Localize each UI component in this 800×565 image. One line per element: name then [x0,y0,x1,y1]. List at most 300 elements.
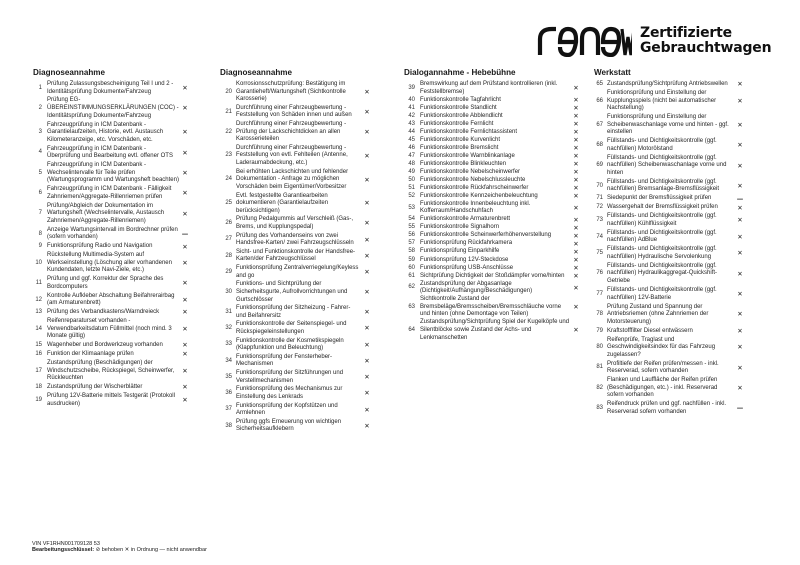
checklist-item [404,153,583,161]
ok-mark: ✕ [364,356,370,365]
item-text: Prüfung EG-ÜBEREINSTIMMUNGSERKLÄRUNGEN (COC) - Identitätsprüfung Dokumente/Fahrzeug [47,97,179,119]
item-number: 35 [225,373,232,380]
ok-mark: ✕ [182,279,188,288]
ok-mark: ✕ [573,263,579,272]
ok-mark: ✕ [182,148,188,157]
ok-mark: ✕ [364,308,370,317]
item-number: 61 [408,272,415,279]
ok-mark: ✕ [364,421,370,430]
checklist-item [404,216,583,224]
checklist-item [404,113,583,121]
ok-mark: ✕ [573,303,579,312]
checklist-item [404,232,583,240]
ok-mark: ✕ [182,259,188,268]
item-number: 60 [408,264,415,271]
ok-mark: ✕ [573,247,579,256]
checklist-item [591,213,749,228]
item-text: Durchführung einer Fahrzeugbewertung - Feststellung von Schäden innen und außen [236,104,352,119]
item-text: Reifenreparaturset vorhanden - Verwendbarkeitsdatum Füllmittel (noch mind. 3 Monate gültig) [47,318,172,340]
item-text: Profiltiefe der Reifen prüfen/messen - inkl. Reserverad, sofern vorhanden [607,360,719,375]
ok-mark: ✕ [364,389,370,398]
checklist-item [219,81,377,104]
item-number: 55 [408,224,415,231]
checklist-item [30,122,193,145]
ok-mark: ✕ [182,308,188,317]
checklist-item [219,321,377,336]
checklist-item [30,351,193,359]
item-number: 50 [408,176,415,183]
checklist-item [219,338,377,353]
checklist-item [591,304,749,327]
checklist [219,81,377,434]
item-number: 64 [408,326,415,333]
item-text: Funktionsprüfung und Einstellung der Scheibenwaschanlage vorne und hinten - ggf. einstellen [607,114,729,136]
item-text: Funktionsprüfung und Einstellung der Kupplungsspiels (nicht bei automatischer Nachstellung) [607,89,717,112]
ok-mark: ✕ [364,268,370,277]
ok-mark: ✕ [737,310,743,319]
brand-header [536,24,771,58]
checklist-item [219,105,377,120]
checklist-item [591,246,749,261]
item-text: Funktionsprüfung Rückfahrkamera [420,240,513,247]
item-text: Prüfung des Vorhandenseins von zwei Handsfree-Karten/ zwei Fahrzeugschlüsseln [236,232,354,247]
checklist-item [591,328,749,336]
item-number: 59 [408,256,415,263]
checklist-item [404,240,583,248]
item-number: 62 [408,284,415,291]
checklist-item [404,81,583,96]
ok-mark: ✕ [573,192,579,201]
item-number: 21 [225,108,232,115]
ok-mark: ✕ [182,209,188,218]
item-number: 83 [596,405,603,412]
ok-mark: ✕ [182,350,188,359]
item-text: Zustandsprüfung (Beschädigungen) der Windschutzscheibe, Rückspiegel, Scheinwerfer, Rückleuchten [47,359,175,382]
item-text: Prüfung 12V-Batterie mittels Testgerät (Protokoll ausdrucken) [47,392,175,407]
ok-mark: ✕ [182,128,188,137]
checklist-item [404,193,583,201]
ok-mark: ✕ [573,168,579,177]
checklist-item [30,252,193,275]
checklist-item [30,293,193,308]
checklist-item [404,201,583,216]
item-text: Sicht- und Funktionskontrolle der Handsfree-Karten/der Fahrzeugschlüssel [236,248,356,263]
ok-mark: ✕ [182,324,188,333]
ok-mark: ✕ [573,271,579,280]
checklist-item [219,354,377,369]
item-text: Prüfung Zustand und Spannung der Antriebsriemen (ohne Zahnriemen der Motorsteuerung) [607,303,709,325]
item-number: 29 [225,268,232,275]
ok-mark: ✕ [573,223,579,232]
item-text: Funktionsprüfung Zentralverriegelung/Keyless and go [236,265,359,279]
item-number: 78 [596,311,603,318]
checklist-item [219,169,377,192]
item-text: Funktionskontrolle Armaturenbrett [420,216,511,223]
ok-mark: ✕ [737,249,743,258]
item-text: Anzeige Wartungsintervall im Bordrechner prüfen (sofern vorhanden) [47,226,178,241]
item-text: Durchführung einer Fahrzeugbewertung - Prüfung der Lackschichtdicken an allen Karosserieteilen [236,121,347,143]
item-number: 12 [35,296,42,303]
item-number: 48 [408,160,415,167]
ok-mark: ✕ [573,119,579,128]
ok-mark: ✕ [737,80,743,89]
item-text: Füllstands- und Dichtigkeitskontrolle (ggf. nachfüllen) Hydraulikaggregat-Quickshift-Getriebe [607,262,718,285]
item-number: 65 [596,81,603,87]
ok-mark: ✕ [182,242,188,251]
ok-mark: ✕ [737,269,743,278]
item-number: 5 [38,169,42,176]
ok-mark: ✕ [182,189,188,198]
checklist-item [30,360,193,383]
item-text: Füllstands- und Dichtigkeitskontrolle (ggf. nachfüllen) Bremsanlage-Bremsflüssigkeit [607,178,720,193]
item-number: 13 [35,309,42,316]
checklist-item [30,384,193,392]
not-applicable-mark: — [181,229,189,238]
ok-mark: ✕ [573,160,579,169]
item-number: 11 [35,280,42,287]
ok-mark: ✕ [573,103,579,112]
checklist-item [591,230,749,245]
checklist-item [591,114,749,137]
item-number: 3 [38,129,42,136]
item-number: 52 [408,192,415,199]
checklist-item [404,185,583,193]
item-text: Funktionskontrolle der Seitenspiegel- und Rückspiegeleinstellungen [236,321,347,335]
ok-mark: ✕ [364,87,370,96]
item-text: Funktionskontrolle Scheinwerferhöhenverstellung [420,232,552,239]
item-number: 4 [38,149,42,156]
item-number: 36 [225,390,232,397]
item-number: 79 [596,327,603,334]
ok-mark: ✕ [573,127,579,136]
ok-mark: ✕ [182,169,188,178]
item-number: 9 [38,243,42,250]
ok-mark: ✕ [364,219,370,228]
item-number: 20 [225,88,232,95]
ok-mark: ✕ [573,215,579,224]
item-text: Füllstands- und Dichtigkeitskontrolle (ggf. nachfüllen) Hydraulische Servolenkung [607,246,717,260]
checklist-item [30,276,193,291]
item-number: 69 [596,162,603,169]
ok-mark: ✕ [573,239,579,248]
item-number: 17 [35,367,42,374]
item-text: Füllstands- und Dichtigkeitskontrolle (ggf. nachfüllen) Motorölstand [607,138,717,152]
ok-mark: ✕ [737,96,743,105]
checklist-item [404,97,583,105]
item-text: Funktionsprüfung der Sitzheizung - Fahrer- und Beifahrersitz [236,305,351,319]
checklist-item [30,81,193,96]
checklist-item [404,257,583,265]
item-number: 63 [408,303,415,310]
item-number: 75 [596,250,603,257]
checklist-item [404,224,583,232]
item-text: Funktionskontrolle Fernlicht [420,120,494,127]
checklist-item [591,337,749,360]
item-number: 53 [408,204,415,211]
checklist-item [219,216,377,231]
brand-tagline [640,26,771,56]
checklist-item [30,227,193,242]
column-werkstatt [591,68,749,418]
item-text: Prüfung/Abgleich der Dokumentation im Wartungsheft (Wechselintervalle, Austausch Zahnriemen/Aggregate-Rillenriemen) [47,202,165,224]
item-text: Kraftstofffilter Diesel entwässern [607,327,693,334]
checklist-item [591,179,749,194]
ok-mark: ✕ [573,255,579,264]
item-number: 71 [596,195,603,202]
vin-line: VIN VF1RHN001709128 53 [32,541,100,547]
item-text: Reifenprüfe, Traglast und Geschwindigkeitsindex für das Fahrzeug zugelassen? [607,336,716,358]
ok-mark: ✕ [737,326,743,335]
brand-line-1: Zertifizierte [640,25,732,41]
checklist-item [30,243,193,251]
checklist-item [219,121,377,144]
ok-mark: ✕ [573,144,579,152]
item-text: Funktionskontrolle Bremslicht [420,144,499,151]
item-text: Korrosionsschutzprüfung: Bestätigung im Garantieheft/Wartungsheft (Sichtkontrolle Karosserie) [236,81,346,103]
ok-mark: ✕ [182,84,188,93]
item-number: 58 [408,248,415,255]
ok-mark: ✕ [573,283,579,292]
column-dialogannahme [404,68,583,343]
item-text: Wassergehalt der Bremsflüssigkeit prüfen [607,204,718,211]
ok-mark: ✕ [573,326,579,335]
footer [32,541,207,554]
checklist-item [30,203,193,226]
checklist-item [404,161,583,169]
item-text: Evtl. festgestellte Garantiearbeiten dokumentieren (Garantielaufzeiten berücksichtigen) [236,192,329,214]
item-number: 22 [225,128,232,135]
item-text: Funktionskontrolle Kurvenlicht [420,136,501,143]
item-text: Rückstellung Multimedia-System auf Werkseinstellung (Löschung aller vorhandenen Kundendaten, letzte Navi-Ziele, etc.) [47,252,172,274]
checklist-item [404,319,583,342]
ok-mark: ✕ [364,340,370,349]
checklist-item [219,386,377,401]
item-number: 16 [35,351,42,358]
item-text: Wagenheber und Bordwerkzeug vorhanden [47,342,163,349]
column-title: Diagnoseannahme [220,68,292,77]
column-title: Werkstatt [594,68,631,77]
item-text: Bremswirkung auf dem Prüfstand kontrollieren (inkl. Feststellbremse) [420,81,558,95]
item-text: Sichtkontrolle Zustand der Bremsbeläge/Bremsscheiben/Bremsschläuche vorne und hinten (ohne Demontage von Teilen) [420,296,562,318]
item-text: Füllstands- und Dichtigkeitskontrolle (ggf. nachfüllen) AdBlue [607,229,717,244]
legend-text: ⊘ behoben ✕ in Ordnung — nicht anwendbar [95,547,207,554]
item-number: 66 [596,97,603,104]
ok-mark: ✕ [573,111,579,120]
item-text: Funktionskontrolle Fernlichtassistent [420,128,518,135]
item-text: Sichtprüfung Dichtigkeit der Stoßdämpfer vorne/hinten [420,272,565,279]
checklist [404,81,583,342]
item-text: Füllstands- und Dichtigkeitskontrolle (ggf. nachfüllen) Kühlflüssigkeit [607,213,717,227]
column-title: Dialogannahme - Hebebühne [404,68,516,77]
checklist-item [219,370,377,385]
ok-mark: ✕ [737,384,743,393]
item-text: Zustandsprüfung der Wischerblätter [47,384,143,391]
checklist-item [591,138,749,153]
item-text: Funktionsprüfung des Mechanismus zur Einstellung des Lenkrads [236,386,343,400]
item-number: 45 [408,136,415,143]
checklist-item [404,248,583,256]
item-number: 76 [596,270,603,277]
item-number: 32 [225,325,232,332]
checklist-item [404,121,583,129]
column-diagnoseannahme-1 [30,68,193,409]
checklist [591,81,749,417]
item-text: Funktionskontrolle Tagfahrlicht [420,96,501,103]
checklist-item [219,145,377,168]
checklist-item [404,296,583,319]
item-number: 31 [225,308,232,315]
ok-mark: ✕ [364,175,370,184]
ok-mark: ✕ [364,405,370,414]
item-text: Füllstands- und Dichtigkeitskontrolle (ggf. nachfüllen) Scheibenwaschanlage vorne und hinten [607,154,727,176]
item-number: 82 [596,384,603,391]
ok-mark: ✕ [737,161,743,170]
item-text: Fahrzeugprüfung in ICM Datenbank - Fälligkeit Zahnriemen/Aggregate-Rillenriemen prüfen [47,186,172,200]
item-number: 34 [225,357,232,364]
item-number: 44 [408,128,415,135]
item-number: 49 [408,168,415,175]
checklist-item [404,169,583,177]
item-text: Siedepunkt der Bremsflüssigkeit prüfen [607,195,712,202]
column-title: Diagnoseannahme [33,68,105,77]
checklist-item [404,145,583,153]
item-number: 6 [38,190,42,196]
ok-mark: ✕ [737,216,743,225]
ok-mark: ✕ [737,141,743,150]
checklist-item [591,361,749,376]
item-number: 38 [225,422,232,429]
checklist [30,81,193,408]
ok-mark: ✕ [573,184,579,193]
item-text: Funktionsprüfung USB-Anschlüsse [420,264,514,271]
checklist-item [219,281,377,304]
item-text: Bei erhöhten Lackschichten und fehlender Dokumentation - Anfrage zu möglichen Vorschäden beim Eigentümer/Vorbesitzer [236,168,349,190]
checklist-item [404,265,583,273]
ok-mark: ✕ [182,383,188,392]
ok-mark: ✕ [737,203,743,212]
checklist-item [219,305,377,320]
checklist-item [591,263,749,286]
item-number: 68 [596,141,603,148]
item-text: Funktion der Klimaanlage prüfen [47,351,134,358]
ok-mark: ✕ [182,341,188,350]
item-text: Funktionskontrolle Signalhorn [420,224,500,231]
item-number: 54 [408,216,415,223]
item-number: 8 [38,230,42,237]
item-text: Zustandsprüfung der Abgasanlage (Dichtigkeit/Aufhängung/Beschädigungen) [420,280,533,295]
checklist-item [30,393,193,408]
item-number: 41 [408,104,415,111]
item-text: Funktionsprüfung 12V-Steckdose [420,256,509,263]
item-text: Funktionskontrolle Nebelschlussleuchte [420,176,526,183]
item-text: Prüfung des Verbandkastens/Warndreieck [47,309,160,316]
checklist-item [30,162,193,185]
item-text: Funktionskontrolle Standlicht [420,104,497,111]
item-text: Funktions- und Sichtprüfung der Sicherheitsgurte, Aufrollvorrichtungen und Gurtschlösser [236,281,348,303]
checklist-item [591,287,749,302]
item-number: 15 [35,342,42,349]
item-number: 18 [35,384,42,391]
item-text: Kontrolle Aufkleber Abschaltung Beifahrerairbag (am Armaturenbrett) [47,292,175,307]
ok-mark: ✕ [364,127,370,136]
item-text: Fahrzeugprüfung in ICM Datenbank - Garantielaufzeiten, Historie, evtl. Austausch Kilometeranzeige, etc. Vorschäden, etc. [47,121,164,143]
item-number: 24 [225,176,232,183]
checklist-item [591,401,749,416]
checklist-item [404,273,583,281]
checklist-item [591,81,749,89]
item-text: Funktionskontrolle Rückfahrscheinwerfer [420,184,529,191]
item-number: 47 [408,152,415,159]
item-text: Funktionsprüfung der Sitzführungen und Verstellmechanismen [236,370,344,384]
ok-mark: ✕ [364,251,370,260]
ok-mark: ✕ [182,295,188,304]
ok-mark: ✕ [364,235,370,244]
checklist-item [30,318,193,341]
checklist-item [404,177,583,185]
checklist-item [591,195,749,203]
item-number: 57 [408,240,415,247]
ok-mark: ✕ [737,232,743,241]
checklist-item [30,146,193,161]
ok-mark: ✕ [573,135,579,144]
item-number: 80 [596,344,603,351]
ok-mark: ✕ [364,324,370,333]
ok-mark: ✕ [737,343,743,352]
item-text: Funktionskontrolle Innenbeleuchtung inkl. Kofferraum/Handschuhfach [420,200,531,215]
legend-label: Bearbeitungsschlüssel: [32,547,95,554]
item-number: 72 [596,204,603,211]
item-number: 70 [596,182,603,189]
item-text: Prüfung Zulassungsbescheinigung Teil I und 2 - Identitätsprüfung Dokumente/Fahrzeug [47,81,174,95]
item-number: 23 [225,152,232,159]
item-text: Prüfung und ggf. Korrektur der Sprache des Bordcomputers [47,276,164,290]
item-text: Prüfung Pedalgummis auf Verschleiß (Gas-, Brems, und Kupplungspedal) [236,216,354,230]
ok-mark: ✕ [364,199,370,208]
ok-mark: ✕ [737,363,743,372]
item-number: 40 [408,96,415,103]
item-number: 43 [408,120,415,127]
checklist-item [219,419,377,434]
item-number: 73 [596,217,603,224]
ok-mark: ✕ [364,107,370,116]
checklist-item [219,233,377,248]
item-number: 77 [596,290,603,297]
item-number: 39 [408,84,415,91]
checklist-item [404,281,583,296]
item-number: 37 [225,406,232,413]
item-number: 51 [408,184,415,191]
ok-mark: ✕ [182,396,188,404]
ok-mark: ✕ [737,290,743,299]
item-text: Zustandsprüfung/Sichtprüfung Antriebswellen [607,81,728,87]
checklist-item [591,377,749,400]
item-number: 1 [38,84,42,91]
checklist-item [591,90,749,113]
checklist-item [219,265,377,280]
ok-mark: ✕ [573,203,579,212]
item-number: 25 [225,200,232,207]
item-text: Fahrzeugprüfung in ICM Datenbank - Wechselintervalle für Teile prüfen (Wartungsprogramm und Wartungsheft beachten) [47,162,179,184]
checklist-item [30,309,193,317]
brand-line-2: Gebrauchtwagen [640,40,772,56]
ok-mark: ✕ [364,151,370,160]
item-number: 30 [225,288,232,295]
checklist-item [219,193,377,216]
item-number: 26 [225,220,232,227]
checklist-item [30,186,193,201]
ok-mark: ✕ [182,104,188,113]
ok-mark: ✕ [573,152,579,161]
